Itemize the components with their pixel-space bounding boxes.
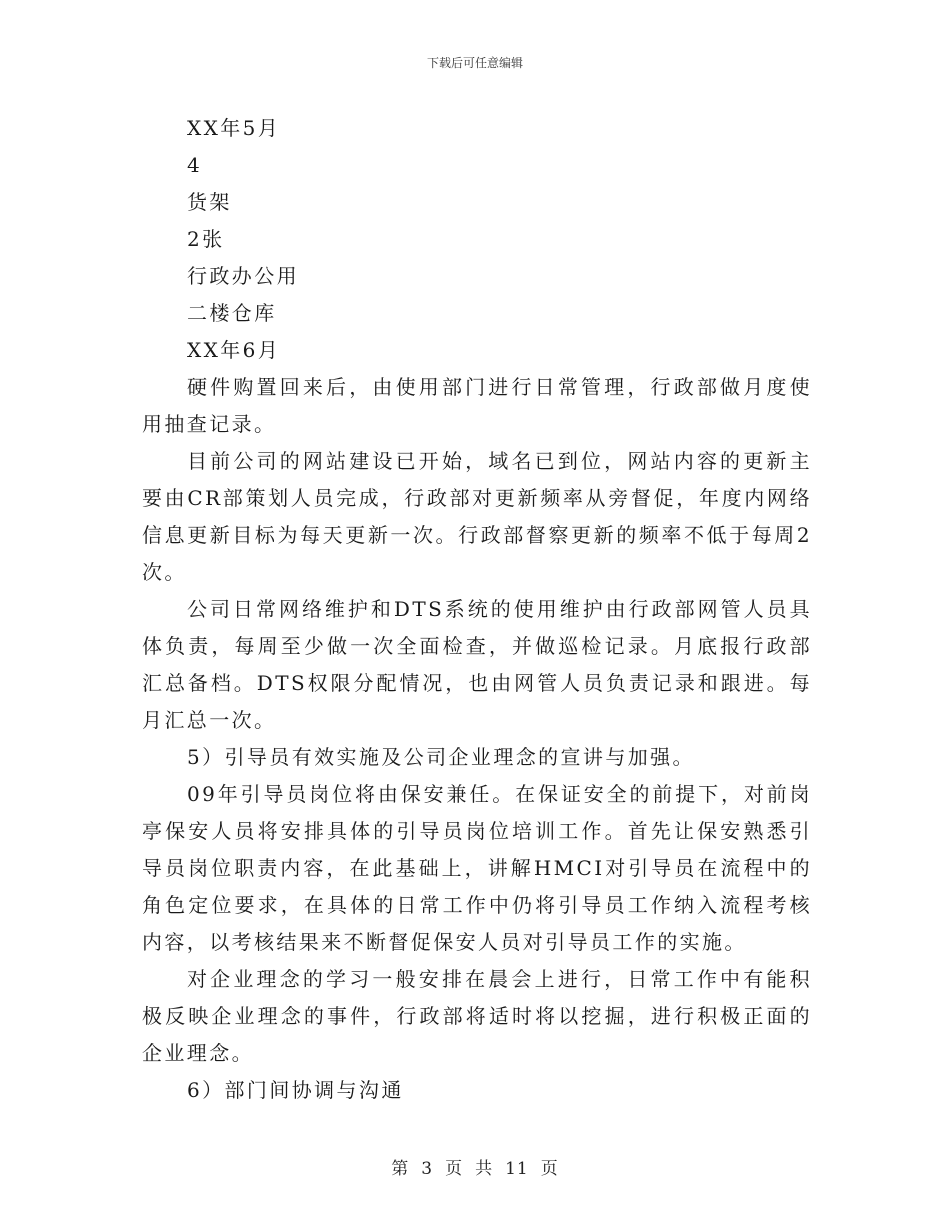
footer-suffix: 页 [540, 1159, 559, 1179]
table-cell-date: XX年5月 [187, 116, 281, 140]
footer-page-word: 页 [445, 1159, 464, 1179]
paragraph-guide: 09年引导员岗位将由保安兼任。在保证安全的前提下，对前岗亭保安人员将安排具体的引导员岗位培训工作。首先让保安熟悉引导员岗位职责内容，在此基础上，讲解HMCI对引导员在流程中的角色定位要求，在具体的日常工作中仍将引导员工作纳入流程考核内容，以考核结果来不断督促保安人员对引导员工作的实施。 [142, 782, 812, 954]
paragraph-culture: 对企业理念的学习一般安排在晨会上进行，日常工作中有能积极反映企业理念的事件，行政部将适时将以挖掘，进行积极正面的企业理念。 [142, 967, 812, 1065]
table-cell-index: 4 [187, 153, 203, 177]
document-body [142, 110, 812, 1109]
section-heading-6: 6）部门间协调与沟通 [187, 1078, 404, 1102]
footer-total-word: 共 [475, 1159, 494, 1179]
section-heading-5: 5）引导员有效实施及公司企业理念的宣讲与加强。 [187, 745, 695, 769]
page-header: 下载后可任意编辑 [426, 56, 523, 70]
page-footer [0, 1154, 950, 1179]
paragraph-network: 公司日常网络维护和DTS系统的使用维护由行政部网管人员具体负责，每周至少做一次全面检查，并做巡检记录。月底报行政部汇总备档。DTS权限分配情况，也由网管人员负责记录和跟进。每月汇总一次。 [142, 597, 812, 732]
footer-page-number: 3 [421, 1159, 434, 1179]
paragraph-hardware: 硬件购置回来后，由使用部门进行日常管理，行政部做月度使用抽查记录。 [142, 375, 812, 436]
footer-prefix: 第 [391, 1159, 410, 1179]
footer-total-pages: 11 [505, 1159, 529, 1179]
table-cell-quantity: 2张 [187, 227, 225, 251]
paragraph-website: 目前公司的网站建设已开始，域名已到位，网站内容的更新主要由CR部策划人员完成，行政部对更新频率从旁督促，年度内网络信息更新目标为每天更新一次。行政部督察更新的频率不低于每周2次。 [142, 449, 812, 584]
table-cell-item: 货架 [187, 190, 232, 214]
table-cell-deadline: XX年6月 [187, 338, 281, 362]
table-cell-purpose: 行政办公用 [187, 264, 299, 288]
table-cell-location: 二楼仓库 [187, 301, 277, 325]
